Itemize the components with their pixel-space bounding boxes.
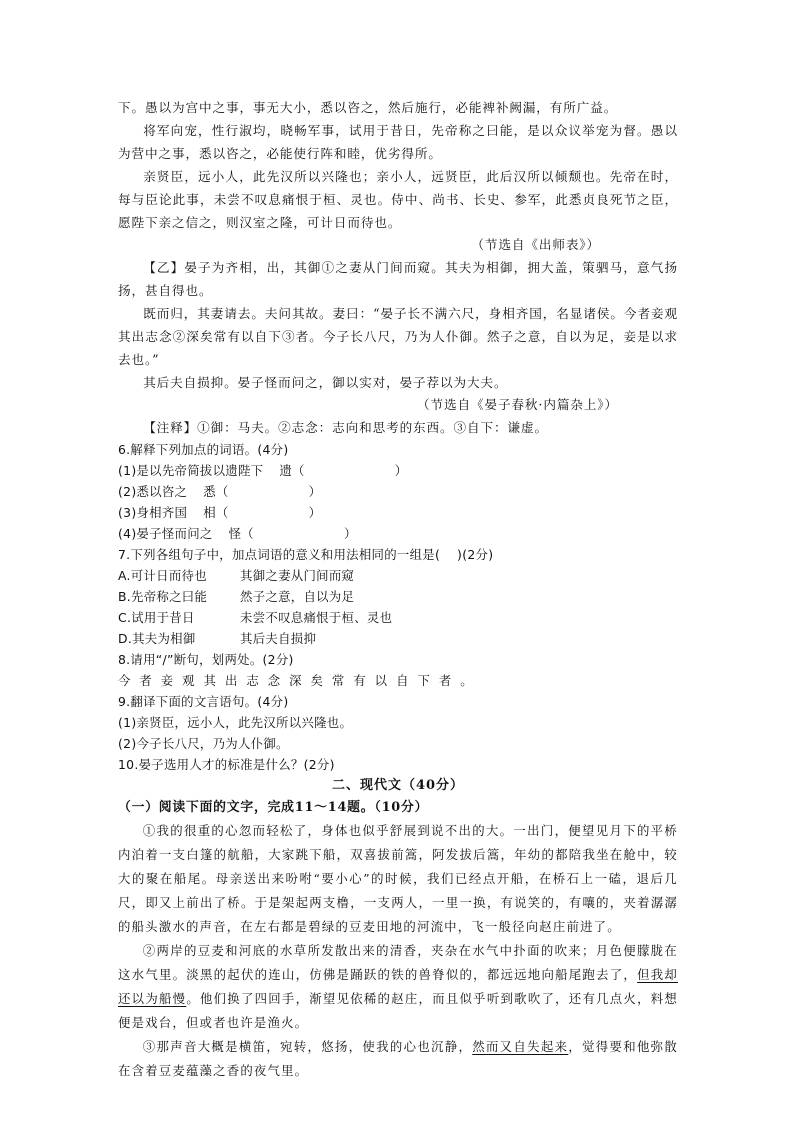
question-6-item-4	[118, 523, 678, 544]
q6-item-close: ）	[308, 505, 322, 520]
modern-paragraph-2	[118, 939, 678, 1035]
q6-item-word: 遗（	[279, 463, 305, 478]
question-9: 9.翻译下面的文言语句。(4分)	[118, 694, 289, 709]
q7-option-left: B.先帝称之曰能	[118, 589, 208, 604]
q7-option-left: A.可计日而待也	[118, 568, 207, 583]
q7-option-left: C.试用于昔日	[118, 610, 195, 625]
question-6-item-1	[118, 460, 678, 481]
q6-item-word: 悉（	[203, 484, 229, 499]
passage-jia-source: （节选自《出师表》）	[471, 237, 600, 252]
question-10: 10.晏子选用人才的标准是什么？(2分)	[118, 757, 335, 772]
question-8-sentence: 今者妾观其出志念深矣常有以自下者。	[118, 673, 482, 688]
q6-item-word: 怪（	[228, 526, 254, 541]
modern-p3-text-b: ，觉得要和他弥散在含着豆麦蕴藻之香的夜气里。	[118, 1039, 678, 1078]
q6-item-sentence: (4)晏子怪而问之	[118, 526, 213, 541]
q6-item-close: ）	[394, 463, 408, 478]
question-7: 7.下列各组句子中，加点词语的意义和用法相同的一组是( )(2分)	[118, 547, 494, 562]
passage-yi-paragraph-2: 既而归，其妻请去。夫问其故。妻曰：“晏子长不满六尺，身相齐国，名显诸侯。今者妾观其出志念②深矣常有以自下③者。今子长八尺，乃为人仆御。然子之意，自以为足，妾是以求去也。”	[118, 306, 678, 367]
q7-option-right: 其后夫自损抑	[240, 631, 317, 646]
question-6: 6.解释下列加点的词语。(4分)	[118, 442, 289, 457]
question-7-option-c	[118, 607, 678, 628]
question-6-item-2	[118, 481, 678, 502]
passage-jia-paragraph-2: 将军向宠，性行淑均，晓畅军事，试用于昔日，先帝称之曰能，是以众议举宠为督。愚以为营中之事，悉以咨之，必能使行阵和睦，优劣得所。	[118, 123, 678, 161]
q7-option-left: D.其夫为相御	[118, 631, 196, 646]
subsection-title: （一）阅读下面的文字，完成11～14题。（10分）	[118, 800, 429, 815]
q6-item-sentence: (3)身相齐国	[118, 505, 188, 520]
modern-p2-text-b: 。他们换了四回手，渐望见依稀的赵庄，而且似乎听到歌吹了，还有几点火，料想便是戏台，但或者也许是渔火。	[118, 991, 679, 1030]
passage-yi-paragraph-3: 其后夫自损抑。晏子怪而问之，御以实对，晏子荐以为大夫。	[143, 375, 508, 390]
modern-p2-underlined: 但我却还以为船慢	[118, 967, 678, 1006]
q7-option-right: 未尝不叹息痛恨于桓、灵也	[240, 610, 393, 625]
passage-yi	[118, 256, 678, 439]
modern-paragraph-3	[118, 1035, 678, 1083]
q6-item-close: ）	[308, 484, 322, 499]
q6-item-sentence: (2)悉以咨之	[118, 484, 188, 499]
question-8: 8.请用“/”断句，划两处。(2分)	[118, 652, 294, 667]
modern-passage	[118, 819, 678, 1083]
section-title-modern: 二、现代文（40分）	[331, 778, 465, 793]
passage-yi-note: 【注释】①御：马夫。②志念：志向和思考的东西。③自下：谦虚。	[143, 420, 548, 435]
q6-item-word: 相（	[203, 505, 229, 520]
q7-option-right: 其御之妻从门间而窥	[240, 568, 355, 583]
question-9-item-1: (1)亲贤臣，远小人，此先汉所以兴隆也。	[118, 715, 353, 730]
modern-p3-text-a: ③那声音大概是横笛，宛转，悠扬，使我的心也沉静，	[142, 1039, 473, 1054]
questions-block	[118, 439, 678, 775]
passage-yi-paragraph-1: 【乙】晏子为齐相，出，其御①之妻从门间而窥。其夫为相御，拥大盖，策驷马，意气扬扬，甚自得也。	[118, 260, 678, 298]
modern-p3-underlined: 然而又自失起来	[472, 1039, 569, 1054]
question-7-option-d	[118, 628, 678, 649]
q7-option-right: 然子之意，自以为足	[240, 589, 355, 604]
question-7-option-a	[118, 565, 678, 586]
exam-page	[118, 96, 678, 1083]
passage-jia-paragraph-1: 下。愚以为宫中之事，事无大小，悉以咨之，然后施行，必能裨补阙漏，有所广益。	[118, 100, 618, 115]
question-9-item-2: (2)今子长八尺，乃为人仆御。	[118, 736, 289, 751]
modern-p2-text-a: ②两岸的豆麦和河底的水草所发散出来的清香，夹杂在水气中扑面的吹来；月色便朦胧在这水气里。淡黑的起伏的连山，仿佛是踊跃的铁的兽脊似的，都远远地向船尾跑去了，	[118, 943, 678, 982]
question-6-item-3	[118, 502, 678, 523]
passage-yi-source: （节选自《晏子春秋·内篇杂上》）	[416, 397, 618, 412]
q6-item-sentence: (1)是以先帝简拔以遗陛下	[118, 463, 264, 478]
q6-item-close: ）	[344, 526, 357, 541]
question-7-option-b	[118, 586, 678, 607]
passage-jia	[118, 96, 678, 256]
modern-paragraph-1: ①我的很重的心忽而轻松了，身体也似乎舒展到说不出的大。一出门，便望见月下的平桥内泊着一支白篷的航船，大家跳下船，双喜拔前篙，阿发拔后篙，年幼的都陪我坐在舱中，较大的聚在船尾。母亲送出来吩咐“要小心”的时候，我们已经点开船，在桥石上一磕，退后几尺，即又上前出了桥。于是架起两支橹，一支两人，一里一换，有说笑的，有嚷的，夹着潺潺的船头激水的声音，在左右都是碧绿的豆麦田地的河流中，飞一般径向赵庄前进了。	[118, 823, 678, 934]
passage-jia-paragraph-3: 亲贤臣，远小人，此先汉所以兴隆也；亲小人，远贤臣，此后汉所以倾颓也。先帝在时，每与臣论此事，未尝不叹息痛恨于桓、灵也。侍中、尚书、长史、参军，此悉贞良死节之臣，愿陛下亲之信之，则汉室之隆，可计日而待也。	[118, 169, 678, 230]
